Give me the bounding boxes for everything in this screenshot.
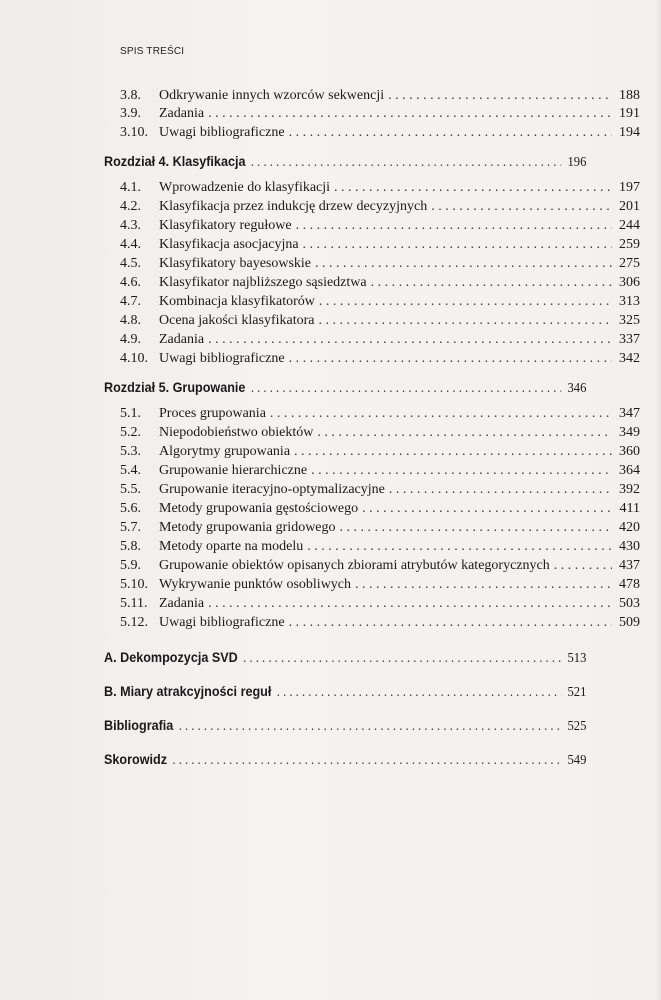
toc-entry-row: [120, 218, 640, 236]
running-head: SPIS TREŚCI: [120, 46, 185, 57]
chapter-title: Rozdział 4. Klasyfikacja: [104, 153, 246, 169]
dot-leader: [311, 463, 612, 479]
dot-leader: [296, 218, 612, 234]
page-number: 503: [619, 596, 640, 611]
section-title: Klasyfikatory bayesowskie: [159, 256, 312, 271]
section-title: Klasyfikatory regułowe: [159, 218, 292, 233]
dot-leader: [371, 275, 612, 291]
section-title: Kombinacja klasyfikatorów: [159, 294, 315, 309]
section-title: Metody oparte na modelu: [159, 539, 304, 554]
page-number: 313: [619, 294, 640, 309]
dot-leader: [289, 351, 612, 367]
section-number: 4.10.: [120, 351, 148, 366]
dot-leader: [208, 596, 612, 612]
dot-leader: [389, 482, 612, 498]
page-number: 420: [619, 520, 640, 535]
section-number: 4.4.: [120, 237, 141, 252]
section-number: 5.4.: [120, 463, 141, 478]
chapter-title: Rozdział 5. Grupowanie: [104, 379, 246, 395]
toc-entry-row: [120, 463, 640, 481]
toc-entry-row: [120, 106, 640, 124]
page-number: 430: [619, 539, 640, 554]
page-number: 411: [619, 501, 640, 516]
section-title: Wprowadzenie do klasyfikacji: [159, 180, 331, 195]
dot-leader: [289, 615, 612, 631]
toc-entry-row: [120, 237, 640, 255]
section-number: 5.12.: [120, 615, 148, 630]
section-number: 4.2.: [120, 199, 141, 214]
section-title: Niepodobieństwo obiektów: [159, 425, 314, 440]
page-number: 275: [619, 256, 640, 271]
section-title: Grupowanie iteracyjno-optymalizacyjne: [159, 482, 385, 497]
toc-entry-row: [120, 577, 640, 595]
toc-entry-row: [120, 406, 640, 424]
dot-leader: [362, 501, 612, 517]
dot-leader: [319, 313, 613, 329]
toc-entry-row: [120, 88, 640, 106]
page-number: 509: [619, 615, 640, 630]
page-number: 197: [619, 180, 640, 195]
toc-entry-row: [120, 520, 640, 538]
dot-leader: [319, 294, 612, 310]
dot-leader: [289, 125, 612, 141]
section-title: Klasyfikacja przez indukcję drzew decyzyjnych: [159, 199, 428, 214]
page-number: 360: [619, 444, 640, 459]
toc-entry-row: [120, 332, 640, 350]
section-number: 3.9.: [120, 106, 141, 121]
dot-leader: [208, 332, 612, 348]
section-title: Wykrywanie punktów osobliwych: [159, 577, 352, 592]
page-number: 346: [567, 381, 587, 396]
toc-entry-row: [120, 125, 640, 143]
toc-chapter-row: [104, 649, 586, 669]
dot-leader: [388, 88, 612, 104]
page-number: 325: [619, 313, 640, 328]
dot-leader: [270, 406, 612, 422]
dot-leader: [251, 155, 561, 171]
page-number: 337: [619, 332, 640, 347]
section-title: Grupowanie hierarchiczne: [159, 463, 308, 478]
toc-chapter-row: [104, 751, 586, 771]
section-title: Klasyfikator najbliższego sąsiedztwa: [159, 275, 367, 290]
section-title: Uwagi bibliograficzne: [159, 615, 285, 630]
section-title: Ocena jakości klasyfikatora: [159, 313, 315, 328]
page-number: 342: [619, 351, 640, 366]
page-number: 188: [619, 88, 640, 103]
section-number: 4.8.: [120, 313, 141, 328]
chapter-title: Bibliografia: [104, 717, 174, 733]
dot-leader: [317, 425, 612, 441]
section-number: 4.3.: [120, 218, 141, 233]
section-number: 5.10.: [120, 577, 148, 592]
dot-leader: [208, 106, 612, 122]
section-title: Grupowanie obiektów opisanych zbiorami atrybutów kategorycznych: [159, 558, 550, 573]
page-number: 521: [567, 685, 587, 700]
toc-entry-row: [120, 294, 640, 312]
toc-chapter-row: [104, 683, 586, 703]
page-number: 549: [567, 753, 587, 768]
section-title: Odkrywanie innych wzorców sekwencji: [159, 88, 385, 103]
chapter-title: A. Dekompozycja SVD: [104, 649, 238, 665]
toc-entry-row: [120, 199, 640, 217]
page-number: 244: [619, 218, 640, 233]
page-number: 437: [619, 558, 640, 573]
section-number: 5.2.: [120, 425, 141, 440]
page-number: 194: [619, 125, 640, 140]
section-number: 5.11.: [120, 596, 148, 611]
toc-entry-row: [120, 615, 640, 633]
toc-entry-row: [120, 444, 640, 462]
toc-entry-row: [120, 596, 640, 614]
toc-entry-row: [120, 558, 640, 576]
section-number: 5.7.: [120, 520, 141, 535]
toc-chapter-row: [104, 153, 586, 173]
dot-leader: [307, 539, 612, 555]
chapter-title: Skorowidz: [104, 751, 168, 767]
section-number: 5.8.: [120, 539, 141, 554]
dot-leader: [172, 753, 561, 769]
toc-entry-row: [120, 501, 640, 519]
section-number: 3.10.: [120, 125, 148, 140]
toc-entry-row: [120, 275, 640, 293]
page-number: 201: [619, 199, 640, 214]
section-title: Uwagi bibliograficzne: [159, 125, 285, 140]
dot-leader: [355, 577, 612, 593]
section-number: 4.6.: [120, 275, 141, 290]
toc-entry-row: [120, 539, 640, 557]
toc-entry-row: [120, 313, 640, 331]
page-number: 513: [567, 651, 587, 666]
toc-chapter-row: [104, 717, 586, 737]
section-number: 4.7.: [120, 294, 141, 309]
section-number: 5.6.: [120, 501, 141, 516]
page-number: 191: [619, 106, 640, 121]
section-title: Metody grupowania gęstościowego: [159, 501, 359, 516]
dot-leader: [179, 719, 561, 735]
toc-entry-row: [120, 482, 640, 500]
page-number: 347: [619, 406, 640, 421]
page-number: 349: [619, 425, 640, 440]
section-title: Metody grupowania gridowego: [159, 520, 336, 535]
page-number: 196: [567, 155, 587, 170]
dot-leader: [334, 180, 612, 196]
dot-leader: [243, 651, 561, 667]
dot-leader: [340, 520, 612, 536]
chapter-title: B. Miary atrakcyjności reguł: [104, 683, 272, 699]
section-number: 5.9.: [120, 558, 141, 573]
dot-leader: [315, 256, 612, 272]
page-number: 364: [619, 463, 640, 478]
page-edge-shadow: [655, 0, 661, 1000]
section-title: Algorytmy grupowania: [159, 444, 291, 459]
section-title: Proces grupowania: [159, 406, 266, 421]
page-number: 525: [567, 719, 587, 734]
section-title: Zadania: [159, 106, 205, 121]
page-number: 306: [619, 275, 640, 290]
dot-leader: [277, 685, 561, 701]
section-number: 3.8.: [120, 88, 141, 103]
toc-entry-row: [120, 351, 640, 369]
section-title: Uwagi bibliograficzne: [159, 351, 285, 366]
section-number: 5.5.: [120, 482, 141, 497]
section-title: Klasyfikacja asocjacyjna: [159, 237, 299, 252]
section-number: 4.9.: [120, 332, 141, 347]
dot-leader: [554, 558, 612, 574]
section-title: Zadania: [159, 596, 205, 611]
toc-chapter-row: [104, 379, 586, 399]
dot-leader: [294, 444, 612, 460]
section-number: 5.3.: [120, 444, 141, 459]
page-number: 478: [619, 577, 640, 592]
section-number: 4.1.: [120, 180, 141, 195]
dot-leader: [431, 199, 612, 215]
section-title: Zadania: [159, 332, 205, 347]
toc-entry-row: [120, 425, 640, 443]
dot-leader: [303, 237, 612, 253]
toc-entry-row: [120, 256, 640, 274]
page-number: 259: [619, 237, 640, 252]
section-number: 5.1.: [120, 406, 141, 421]
toc-entry-row: [120, 180, 640, 198]
section-number: 4.5.: [120, 256, 141, 271]
dot-leader: [251, 381, 561, 397]
page-number: 392: [619, 482, 640, 497]
